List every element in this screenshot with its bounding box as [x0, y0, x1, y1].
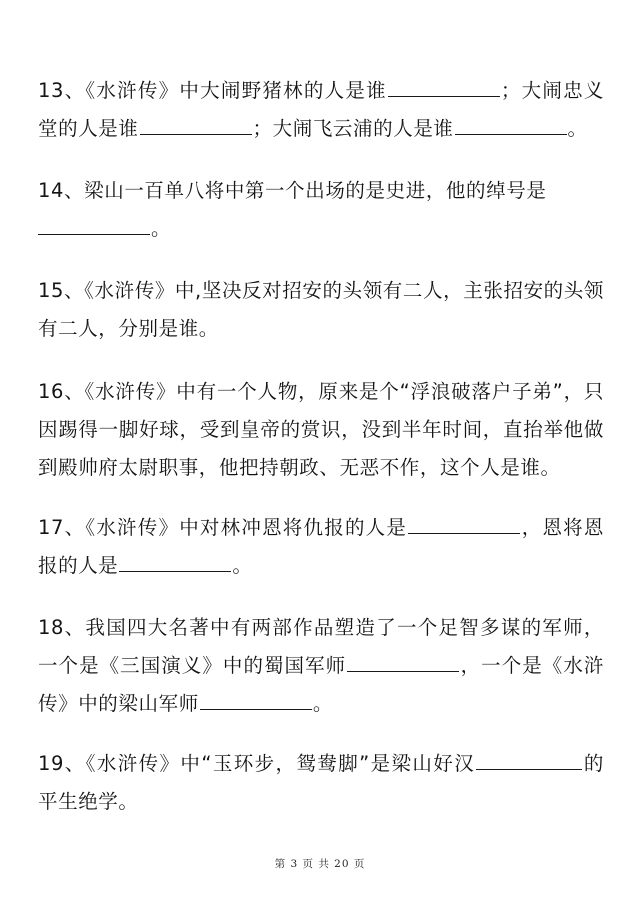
question-15 [38, 272, 604, 348]
question-16-text: 16、《水浒传》中有一个人物，原来是个“浮浪破落户子弟”，只因踢得一脚好球，受到皇帝的赏识，没到半年时间，直抬举他做到殿帅府太尉职事，他把持朝政、无恶不作，这个人是谁。 [38, 380, 604, 479]
question-18-text-3: 。 [312, 692, 333, 715]
answer-blank [476, 753, 582, 770]
question-16 [38, 373, 604, 487]
question-17-text-1: 17、《水浒传》中对林冲恩将仇报的人是 [38, 516, 408, 539]
answer-blank [119, 555, 231, 572]
question-18-text-1: 18、我国四大名著中有两部作品塑造了一个足智多谋的军师，一个是《三国演义》中的蜀国军师 [38, 616, 604, 677]
answer-blank [140, 118, 252, 135]
question-18 [38, 609, 604, 723]
question-17 [38, 509, 604, 585]
question-14-text-1: 14、梁山一百单八将中第一个出场的是史进，他的绰号是 [38, 179, 547, 202]
answer-blank [455, 118, 567, 135]
answer-blank [347, 655, 459, 672]
question-17-text-2: ，恩将恩报的人是 [38, 516, 605, 577]
question-13-text-4: 。 [567, 117, 588, 140]
question-19-text-1: 19、《水浒传》中“玉环步，鸳鸯脚”是梁山好汉 [38, 752, 476, 775]
question-13-text-2: ；大闹忠义堂的人是谁 [38, 79, 604, 140]
answer-blank [200, 693, 312, 710]
answer-blank [388, 80, 500, 97]
question-19 [38, 745, 604, 821]
answer-blank [408, 517, 520, 534]
question-18-text-2: ，一个是《水浒传》中的梁山军师 [38, 654, 604, 715]
answer-blank [38, 218, 150, 235]
question-14 [38, 172, 604, 248]
question-17-text-3: 。 [232, 554, 253, 577]
question-13-text-3: ；大闹飞云浦的人是谁 [252, 117, 454, 140]
question-15-text: 15、《水浒传》中,坚决反对招安的头领有二人，主张招安的头领有二人，分别是谁。 [38, 279, 604, 340]
question-13 [38, 72, 604, 148]
question-14-text-2: 。 [151, 217, 172, 240]
question-19-text-2: 的平生绝学。 [38, 752, 604, 813]
page-number-footer: 第 3 页 共 20 页 [274, 858, 366, 870]
question-13-text-1: 13、《水浒传》中大闹野猪林的人是谁 [38, 79, 387, 102]
